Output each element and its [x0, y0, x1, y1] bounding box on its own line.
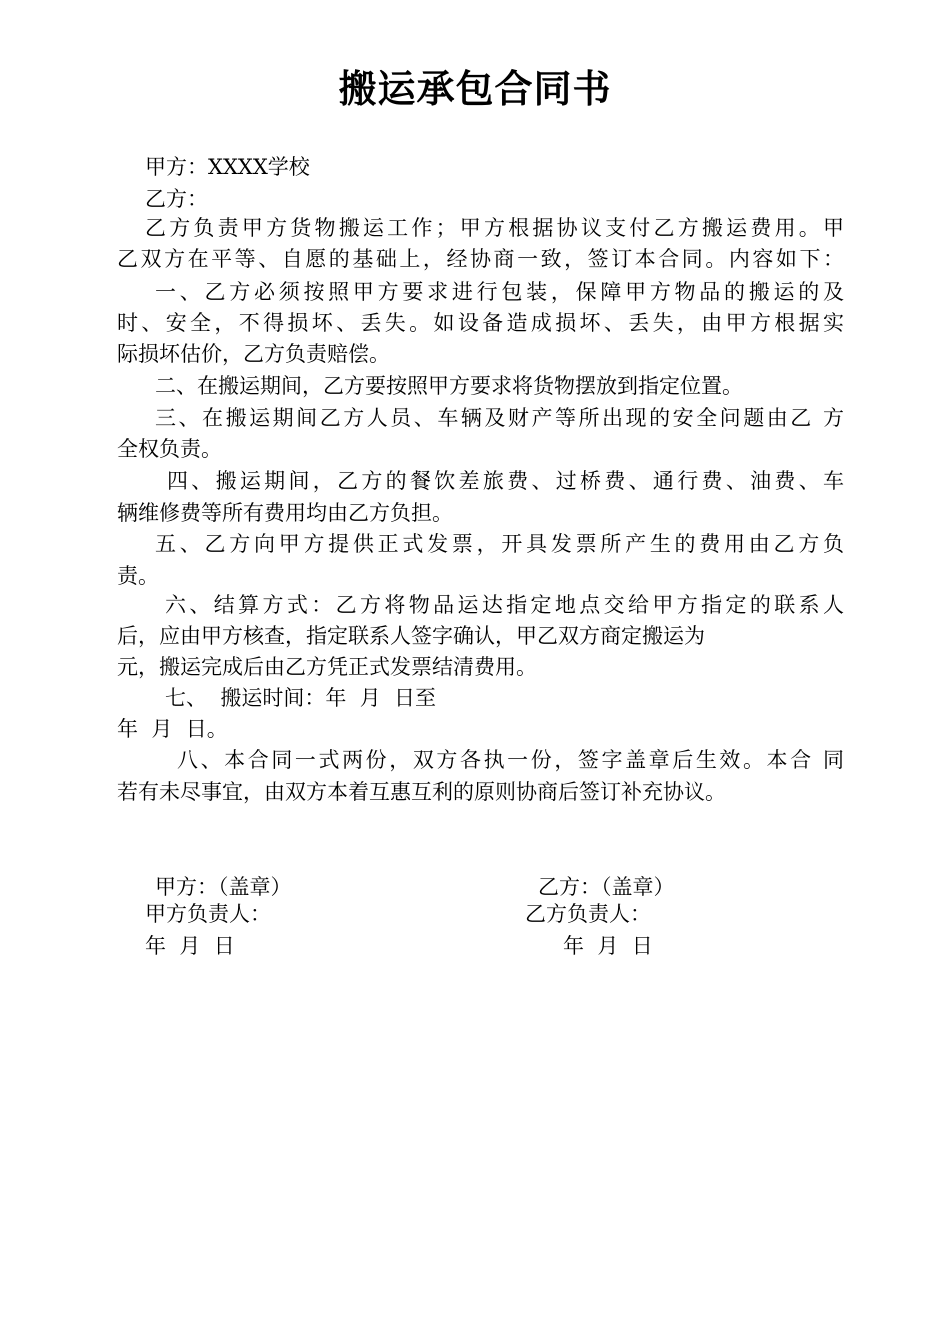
party-b-representative: 乙方负责人：	[525, 902, 651, 926]
party-b-date: 年 月 日	[563, 934, 653, 958]
party-b-seal: 乙方：（盖章）	[538, 875, 675, 899]
clause-4-line-1: 四、搬运期间，乙方的餐饮差旅费、过桥费、通行费、油费、车	[167, 469, 844, 493]
clause-5-line-1: 五、乙方向甲方提供正式发票，开具发票所产生的费用由乙方负	[155, 532, 844, 556]
intro-line-1: 乙方负责甲方货物搬运工作；甲方根据协议支付乙方搬运费用。甲	[145, 216, 844, 240]
clause-1-line-1: 一、乙方必须按照甲方要求进行包装，保障甲方物品的搬运的及	[155, 280, 844, 304]
clause-6-line-1: 六、结算方式：乙方将物品运达指定地点交给甲方指定的联系人	[165, 593, 844, 617]
clause-5-line-2: 责。	[117, 564, 159, 588]
clause-6-line-2: 后，应由甲方核查，指定联系人签字确认，甲乙双方商定搬运为	[117, 624, 705, 648]
document-title: 搬运承包合同书	[338, 67, 612, 111]
party-a-seal: 甲方：（盖章）	[155, 875, 292, 899]
clause-7-line-1: 七、 搬运时间：年 月 日至	[165, 686, 437, 710]
party-a-date: 年 月 日	[145, 934, 235, 958]
clause-8-line-2: 若有未尽事宜，由双方本着互惠互利的原则协商后签订补充协议。	[117, 780, 726, 804]
party-a-line: 甲方：XXXX学校	[145, 155, 310, 179]
clause-3-line-2: 全权负责。	[117, 437, 222, 461]
clause-3-line-1: 三、在搬运期间乙方人员、车辆及财产等所出现的安全问题由乙 方	[155, 406, 844, 430]
clause-1-line-2: 时、安全，不得损坏、丢失。如设备造成损坏、丢失，由甲方根据实	[117, 311, 844, 335]
clause-7-line-2: 年 月 日。	[117, 717, 228, 741]
intro-line-2: 乙双方在平等、自愿的基础上，经协商一致，签订本合同。内容如下：	[117, 247, 844, 271]
clause-2-line-1: 二、在搬运期间，乙方要按照甲方要求将货物摆放到指定位置。	[155, 374, 743, 398]
clause-1-line-3: 际损坏估价，乙方负责赔偿。	[117, 342, 390, 366]
clause-6-line-3: 元，搬运完成后由乙方凭正式发票结清费用。	[117, 655, 537, 679]
party-a-representative: 甲方负责人：	[145, 902, 271, 926]
clause-4-line-2: 辆维修费等所有费用均由乙方负担。	[117, 501, 453, 525]
clause-8-line-1: 八、本合同一式两份，双方各执一份，签字盖章后生效。本合 同	[177, 748, 844, 772]
party-b-line: 乙方：	[145, 187, 208, 211]
